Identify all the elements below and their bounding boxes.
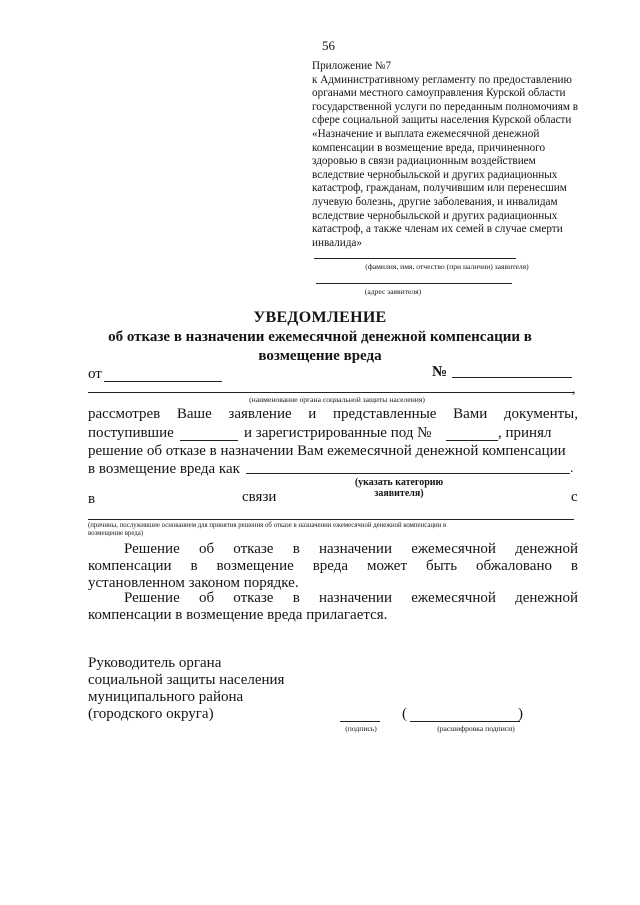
signature-line: муниципального района: [88, 689, 244, 705]
accepted-label: , принял: [498, 425, 552, 441]
notice-subtitle: [0, 328, 640, 366]
reason-caption-line: (причины, послужившие основанием для принятия решения об отказе в назначении ежемесячной денежной компенсации в: [88, 522, 447, 529]
appendix-line: органами местного самоуправления Курской области: [312, 87, 566, 100]
body-line: решение об отказе в назначении Вам ежемесячной денежной компенсации: [88, 443, 566, 459]
notice-subtitle-line: возмещение вреда: [258, 348, 382, 364]
open-paren: (: [402, 706, 407, 722]
appendix-block: [312, 60, 607, 250]
applicant-address-caption: (адрес заявителя): [364, 287, 422, 296]
reason-line[interactable]: [88, 519, 574, 520]
number-field-line[interactable]: [452, 377, 572, 378]
appendix-line: здоровью в связи радиационным воздействием: [312, 155, 536, 168]
org-line[interactable]: [88, 392, 574, 393]
body-line: в возмещение вреда как: [88, 461, 240, 477]
body-line: компенсации в возмещение вреда прилагается.: [88, 607, 388, 623]
body-line: Решение об отказе в назначении ежемесячной денежной: [124, 590, 578, 606]
close-paren: ): [518, 706, 523, 722]
category-line-period: .: [570, 461, 574, 476]
decode-line[interactable]: [410, 721, 520, 722]
signature-line: Руководитель органа: [88, 655, 222, 671]
appendix-line: «Назначение и выплата ежемесячной денежной: [312, 127, 540, 140]
sign-caption: (подпись): [345, 724, 377, 733]
category-caption: (указать категорию заявителя): [354, 477, 444, 499]
reason-word: с: [571, 489, 578, 505]
body-line: [88, 425, 174, 442]
applicant-name-line[interactable]: [314, 258, 516, 259]
signature-line: (городского округа): [88, 706, 214, 722]
org-line-comma: ,: [572, 382, 576, 397]
appendix-line: государственной услуги по переданным полномочиям в: [312, 100, 579, 113]
decode-caption: (расшифровка подписи): [437, 724, 515, 733]
appendix-line: к Административному регламенту по предоставлению: [312, 73, 572, 86]
signature-line: социальной защиты населения: [88, 672, 285, 688]
body-line: компенсации в возмещение вреда может быть обжаловано в: [88, 558, 578, 574]
appendix-line: сфере социальной защиты населения Курской области: [312, 114, 572, 127]
signature-block: [88, 655, 284, 723]
notice-title: УВЕДОМЛЕНИЕ: [253, 309, 387, 326]
received-label: поступившие: [88, 425, 174, 441]
appendix-line: инвалида»: [312, 236, 362, 249]
reason-caption: [88, 522, 574, 538]
appendix-line: лучевую болезнь, другие заболевания, и инвалидам: [312, 195, 558, 208]
appendix-title: Приложение №7: [312, 60, 392, 72]
reason-word: в: [88, 491, 96, 507]
appendix-line: вследствие чернобыльской и других радиационных: [312, 168, 558, 181]
reason-caption-line: возмещение вреда): [88, 530, 143, 537]
appendix-line: компенсации в возмещение вреда, причиненного: [312, 141, 546, 154]
appendix-line: катастроф, а также членам их семей в случае смерти: [312, 223, 563, 236]
notice-subtitle-line: об отказе в назначении ежемесячной денежной компенсации в: [108, 329, 532, 345]
body-line: установленном законом порядке.: [88, 575, 299, 591]
sign-line[interactable]: [340, 721, 380, 722]
appendix-line: вследствие чернобыльской и других радиационных: [312, 209, 558, 222]
page-number: 56: [322, 38, 335, 53]
reason-word: связи: [242, 489, 277, 505]
applicant-name-caption: (фамилия, имя, отчество (при наличии) заявителя): [365, 262, 529, 271]
number-label: №: [432, 364, 448, 380]
category-line[interactable]: [246, 473, 570, 474]
body-line: Решение об отказе в назначении ежемесячной денежной: [124, 541, 578, 557]
registration-number-line[interactable]: [446, 440, 498, 441]
registered-label: и зарегистрированные под №: [244, 425, 432, 441]
from-field-line[interactable]: [104, 381, 222, 382]
body-line: рассмотрев Ваше заявление и представленные Вами документы,: [88, 406, 578, 422]
from-label: от: [88, 366, 102, 382]
applicant-address-line[interactable]: [316, 283, 512, 284]
org-caption: (наименование органа социальной защиты населения): [249, 395, 425, 404]
received-date-line[interactable]: [180, 440, 238, 441]
appendix-line: катастроф, гражданам, получившим или перенесшим: [312, 182, 567, 195]
